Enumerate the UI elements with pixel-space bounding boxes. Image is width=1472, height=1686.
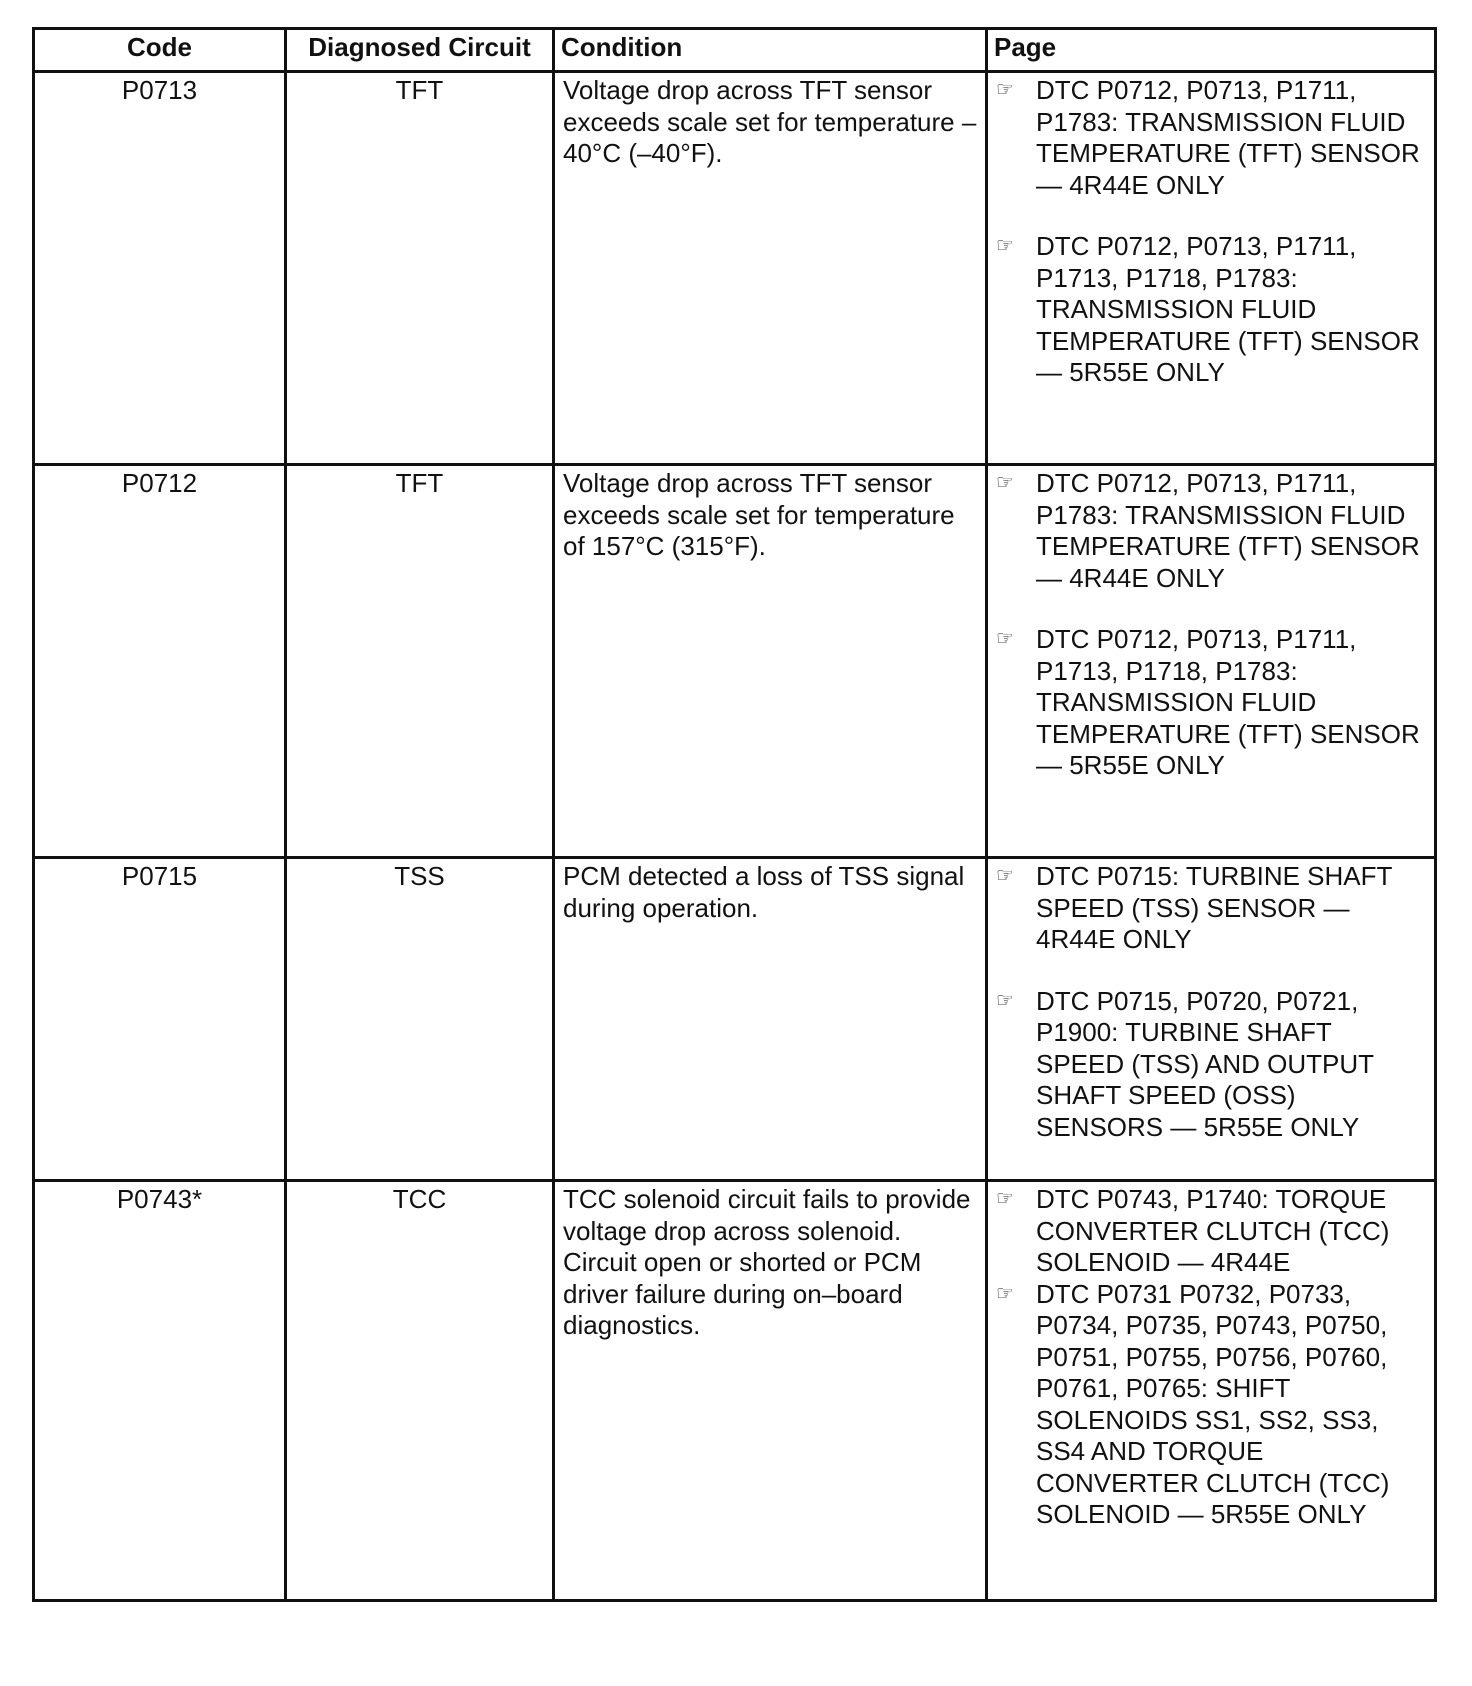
code-cell: P0713 [34,72,286,465]
page-reference[interactable] [996,1279,1426,1531]
page-reference[interactable] [996,986,1426,1144]
circuit-cell: TSS [286,858,554,1181]
condition-cell: TCC solenoid circuit fails to provide voltage drop across solenoid. Circuit open or shorted or PCM driver failure during on–board diagnostics. [554,1181,987,1601]
condition-cell: Voltage drop across TFT sensor exceeds scale set for temperature –40°C (–40°F). [554,72,987,465]
circuit-cell: TCC [286,1181,554,1601]
page-reference-text: DTC P0715, P0720, P0721, P1900: TURBINE SHAFT SPEED (TSS) AND OUTPUT SHAFT SPEED (OSS) SENSORS — 5R55E ONLY [1036,985,1374,1142]
page-cell [987,72,1436,465]
page-cell [987,465,1436,858]
circuit-cell: TFT [286,72,554,465]
pointing-hand-icon: ☞ [996,1188,1014,1210]
page-reference-text: DTC P0715: TURBINE SHAFT SPEED (TSS) SENSOR — 4R44E ONLY [1036,861,1392,954]
page-reference[interactable] [996,1184,1426,1279]
page-reference[interactable] [996,624,1426,782]
page-reference[interactable] [996,231,1426,389]
table-header-row [34,29,1436,72]
pointing-hand-icon: ☞ [996,79,1014,101]
page-cell [987,858,1436,1181]
page-reference-text: DTC P0712, P0713, P1711, P1783: TRANSMISSION FLUID TEMPERATURE (TFT) SENSOR — 4R44E ONLY [1036,468,1420,593]
page-reference[interactable] [996,75,1426,201]
code-cell: P0743* [34,1181,286,1601]
code-cell: P0715 [34,858,286,1181]
page-reference-text: DTC P0712, P0713, P1711, P1713, P1718, P1783: TRANSMISSION FLUID TEMPERATURE (TFT) SENSOR — 5R55E ONLY [1036,231,1420,387]
circuit-cell: TFT [286,465,554,858]
dtc-table [32,27,1437,1602]
pointing-hand-icon: ☞ [996,865,1014,887]
header-condition: Condition [554,29,987,72]
page-cell [987,1181,1436,1601]
header-diagnosed-circuit: Diagnosed Circuit [286,29,554,72]
table-row [34,72,1436,465]
page-reference[interactable] [996,468,1426,594]
page-reference-text: DTC P0743, P1740: TORQUE CONVERTER CLUTCH (TCC) SOLENOID — 4R44E [1036,1184,1390,1277]
pointing-hand-icon: ☞ [996,472,1014,494]
table-row [34,1181,1436,1601]
pointing-hand-icon: ☞ [996,235,1014,257]
page-reference-text: DTC P0731 P0732, P0733, P0734, P0735, P0743, P0750, P0751, P0755, P0756, P0760, P0761, P0765: SHIFT SOLENOIDS SS1, SS2, SS3, SS4 AND TORQUE CONVERTER CLUTCH (TCC) SOLENOID — 5R55E ONLY [1036,1278,1390,1529]
pointing-hand-icon: ☞ [996,1282,1014,1305]
pointing-hand-icon: ☞ [996,628,1014,650]
table-row [34,465,1436,858]
page-reference-text: DTC P0712, P0713, P1711, P1783: TRANSMISSION FLUID TEMPERATURE (TFT) SENSOR — 4R44E ONLY [1036,75,1420,200]
page-reference[interactable] [996,861,1426,956]
header-page: Page [987,29,1436,72]
page-reference-text: DTC P0712, P0713, P1711, P1713, P1718, P1783: TRANSMISSION FLUID TEMPERATURE (TFT) SENSOR — 5R55E ONLY [1036,624,1420,780]
code-cell: P0712 [34,465,286,858]
table-row [34,858,1436,1181]
condition-cell: Voltage drop across TFT sensor exceeds scale set for temperature of 157°C (315°F). [554,465,987,858]
condition-cell: PCM detected a loss of TSS signal during operation. [554,858,987,1181]
pointing-hand-icon: ☞ [996,989,1014,1012]
header-code: Code [34,29,286,72]
